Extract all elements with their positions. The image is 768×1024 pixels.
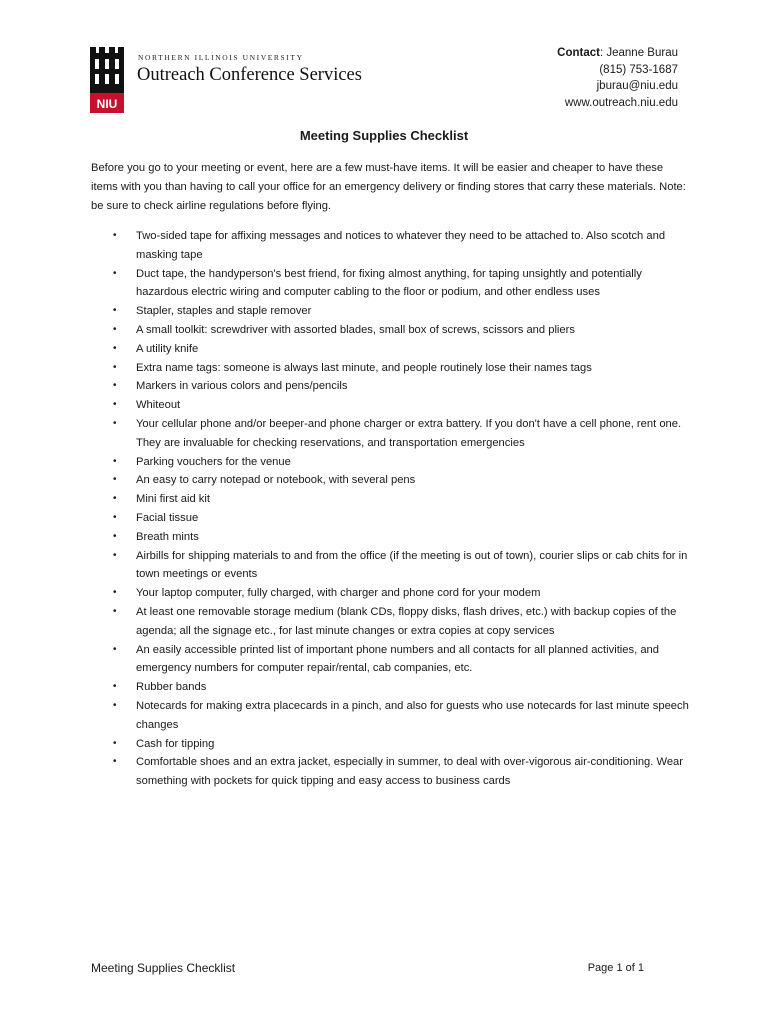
checklist-item (91, 359, 691, 378)
checklist-item (91, 396, 691, 415)
bullet-icon: • (113, 305, 117, 317)
bullet-icon: • (113, 587, 117, 599)
checklist-item-text: Parking vouchers for the venue (136, 455, 291, 468)
bullet-icon: • (113, 417, 117, 429)
bullet-icon: • (113, 267, 117, 279)
department-name: Outreach Conference Services (137, 65, 362, 85)
bullet-icon: • (113, 681, 117, 693)
checklist-item (91, 415, 691, 453)
checklist-item (91, 471, 691, 490)
contact-colon: : (599, 47, 607, 59)
checklist-item (91, 735, 691, 754)
checklist-item-text: Notecards for making extra placecards in a pinch, and also for guests who use notecards for last minute speech changes (136, 699, 689, 731)
checklist-item-text: Your cellular phone and/or beeper-and phone charger or extra battery. If you don't have a cell phone, rent one. They are invaluable for checking reservations, and transportation emergencies (136, 417, 682, 449)
footer-title: Meeting Supplies Checklist (91, 961, 236, 975)
checklist-item-text: Markers in various colors and pens/pencils (136, 380, 348, 393)
footer-page-number: Page 1 of 1 (587, 962, 644, 974)
checklist-item (91, 528, 691, 547)
contact-email[interactable]: jburau@niu.edu (596, 80, 678, 92)
checklist-item (91, 453, 691, 472)
contact-line (557, 45, 678, 62)
checklist-item-text: An easy to carry notepad or notebook, with several pens (136, 474, 416, 487)
checklist-item (91, 321, 691, 340)
checklist-item (91, 584, 691, 603)
bullet-icon: • (113, 605, 117, 617)
checklist-item (91, 340, 691, 359)
checklist-item (91, 603, 691, 641)
logo-badge-text: NIU (96, 97, 118, 111)
checklist-item-text: Facial tissue (136, 511, 199, 524)
bullet-icon: • (113, 230, 117, 241)
checklist-item-text: Airbills for shipping materials to and from the office (if the meeting is out of town), courier slips or cab chits for in town meetings or events (136, 549, 688, 581)
checklist-item (91, 302, 691, 321)
bullet-icon: • (113, 323, 117, 335)
checklist-item-text: Your laptop computer, fully charged, with charger and phone cord for your modem (136, 587, 541, 600)
checklist-item-text: Two-sided tape for affixing messages and notices to whatever they need to be attached to. Also scotch and masking tape (136, 230, 666, 261)
bullet-icon: • (113, 493, 117, 505)
contact-name: Jeanne Burau (606, 47, 678, 59)
university-name: NORTHERN ILLINOIS UNIVERSITY (138, 53, 304, 62)
checklist-item-text: Breath mints (136, 530, 199, 543)
bullet-icon: • (113, 399, 117, 411)
checklist-item-text: Mini first aid kit (136, 493, 210, 506)
checklist-item-text: A utility knife (136, 342, 199, 355)
bullet-icon: • (113, 380, 117, 392)
checklist-item (91, 509, 691, 528)
checklist-item (91, 678, 691, 697)
checklist-item (91, 377, 691, 396)
checklist-item-text: Whiteout (136, 399, 181, 412)
checklist-item (91, 547, 691, 585)
bullet-icon: • (113, 549, 117, 561)
contact-block (557, 45, 678, 111)
checklist-item-text: Duct tape, the handyperson's best friend, for fixing almost anything, for taping unsightly and potentially hazardous electric wiring and computer cabling to the floor or podium, and other endless uses (136, 267, 642, 299)
bullet-icon: • (113, 756, 117, 768)
checklist-item-text: Cash for tipping (136, 737, 215, 750)
bullet-icon: • (113, 455, 117, 467)
checklist-item-text: Comfortable shoes and an extra jacket, especially in summer, to deal with over-vigorous air-conditioning. Wear something with pockets for quick tipping and easy access to business cards (136, 756, 684, 788)
bullet-icon: • (113, 530, 117, 542)
niu-castle-logo-icon (90, 45, 124, 115)
checklist-item-text: At least one removable storage medium (blank CDs, floppy disks, flash drives, etc.) with backup copies of the agenda; all the signage etc., for last minute changes or extra copies at copy services (136, 605, 677, 637)
checklist-item (91, 753, 691, 791)
intro-paragraph: Before you go to your meeting or event, here are a few must-have items. It will be easier and cheaper to have these items with you than having to call your office for an emergency delivery or finding stores that carry these materials. Note: be sure to check airline regulations before flying. (91, 162, 686, 212)
checklist-item (91, 490, 691, 509)
supplies-checklist (91, 227, 691, 791)
bullet-icon: • (113, 342, 117, 354)
checklist-item (91, 697, 691, 735)
niu-logo (90, 45, 390, 115)
contact-label: Contact (557, 47, 600, 59)
checklist-item-text: Stapler, staples and staple remover (136, 305, 312, 318)
checklist-item (91, 227, 691, 265)
page-title: Meeting Supplies Checklist (299, 128, 469, 143)
checklist-item-text: A small toolkit: screwdriver with assorted blades, small box of screws, scissors and pliers (136, 323, 575, 336)
checklist-item (91, 265, 691, 303)
contact-website[interactable]: www.outreach.niu.edu (564, 96, 678, 109)
checklist-item-text: Extra name tags: someone is always last minute, and people routinely lose their names tags (136, 361, 592, 374)
bullet-icon: • (113, 737, 117, 749)
bullet-icon: • (113, 643, 117, 655)
checklist-item-text: An easily accessible printed list of important phone numbers and all contacts for all planned activities, and emergency numbers for computer repair/rental, cab companies, etc. (136, 643, 659, 675)
checklist-item-text: Rubber bands (136, 681, 207, 694)
checklist-item (91, 641, 691, 679)
bullet-icon: • (113, 699, 117, 711)
bullet-icon: • (113, 511, 117, 523)
bullet-icon: • (113, 361, 117, 373)
contact-phone: (815) 753-1687 (599, 63, 678, 76)
bullet-icon: • (113, 474, 117, 486)
